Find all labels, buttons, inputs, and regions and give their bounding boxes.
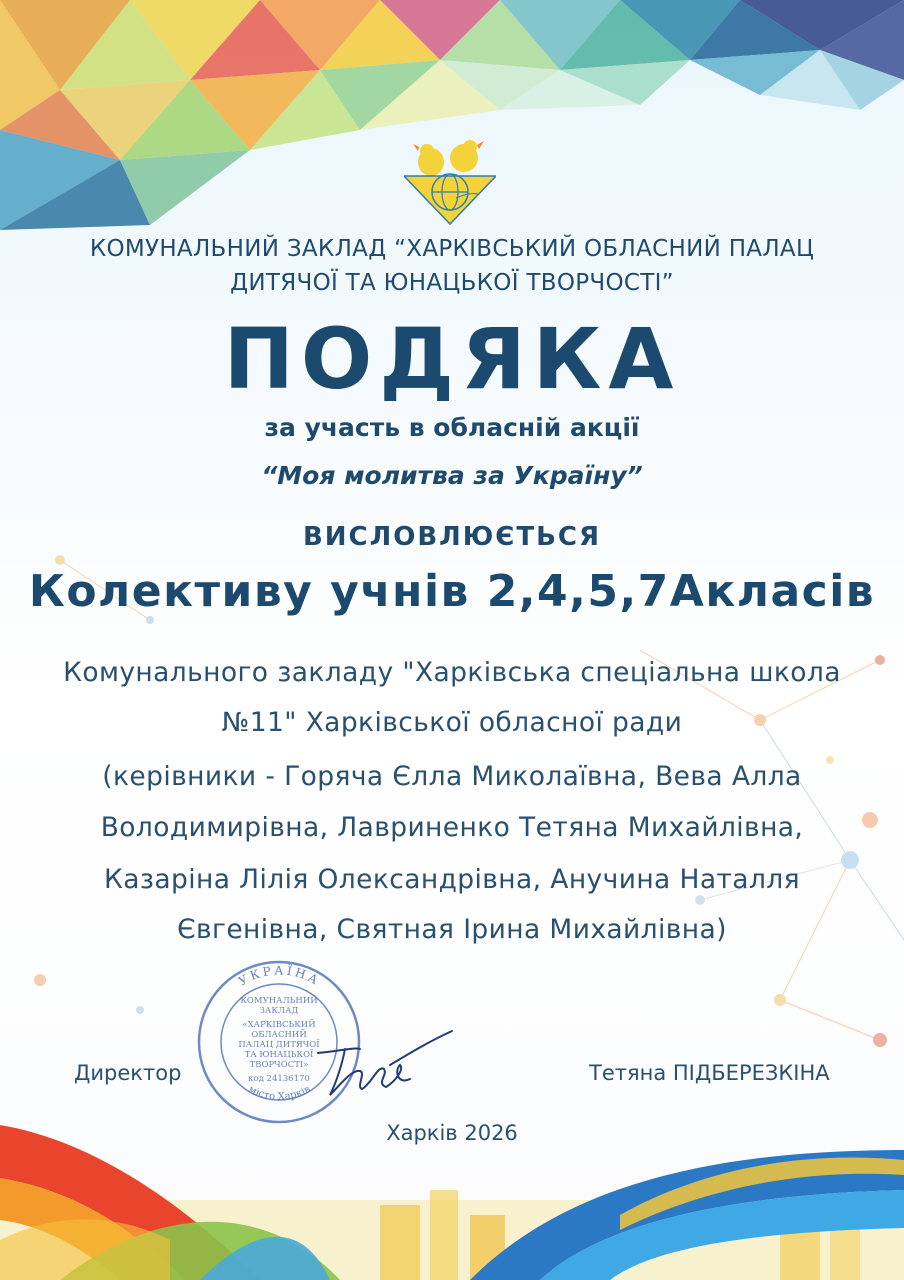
svg-text:УКРАЇНА: УКРАЇНА [236, 963, 323, 989]
svg-text:ОБЛАСНИЙ: ОБЛАСНИЙ [251, 1030, 307, 1040]
subtitle-line-1: за участь в обласній акції [264, 413, 640, 442]
svg-text:ЗАКЛАД: ЗАКЛАД [259, 1006, 299, 1016]
body-line: Казаріна Лілія Олександрівна, Анучина Наталля [104, 864, 800, 895]
svg-text:КОМУНАЛЬНИЙ: КОМУНАЛЬНИЙ [240, 996, 318, 1006]
body-line: (керівники - Горяча Єлла Миколаївна, Вева Алла [102, 761, 802, 792]
bottom-ribbons [0, 1125, 904, 1280]
svg-text:ТА ЮНАЦЬКОЇ: ТА ЮНАЦЬКОЇ [244, 1050, 314, 1060]
body-line: №11" Харківської обласної ради [221, 707, 683, 738]
svg-text:«ХАРКІВСЬКИЙ: «ХАРКІВСЬКИЙ [242, 1020, 316, 1030]
svg-text:код 24136170: код 24136170 [248, 1074, 310, 1084]
organization-line-1: КОМУНАЛЬНИЙ ЗАКЛАД “ХАРКІВСЬКИЙ ОБЛАСНИЙ ПАЛАЦ [89, 236, 815, 262]
svg-text:ТВОРЧОСТІ»: ТВОРЧОСТІ» [249, 1060, 309, 1070]
expressed-label: ВИСЛОВЛЮЄТЬСЯ [302, 522, 602, 552]
organization-line-2: ДИТЯЧОЇ ТА ЮНАЦЬКОЇ ТВОРЧОСТІ” [230, 270, 674, 296]
subtitle-line-2: “Моя молитва за Україну” [261, 461, 643, 490]
network-decoration [34, 555, 904, 1047]
city-year: Харків 2026 [386, 1121, 518, 1145]
director-name: Тетяна ПІДБЕРЕЗКІНА [589, 1061, 830, 1085]
director-label: Директор [74, 1061, 182, 1085]
body-line: Євгенівна, Святная Ірина Михайлівна) [177, 914, 727, 945]
svg-text:місто Харків: місто Харків [246, 1083, 313, 1103]
body-line: Володимирівна, Лавриненко Тетяна Михайлівна, [100, 812, 804, 843]
birds-logo-icon [404, 136, 496, 228]
recipient-name: Колективу учнів 2,4,5,7Акласів [28, 566, 876, 617]
body-line: Комунального закладу "Харківська спеціальна школа [63, 657, 841, 688]
director-signature [300, 1025, 460, 1105]
certificate-title: ПОДЯКА [223, 310, 681, 408]
svg-text:ПАЛАЦ ДИТЯЧОЇ: ПАЛАЦ ДИТЯЧОЇ [238, 1040, 320, 1050]
